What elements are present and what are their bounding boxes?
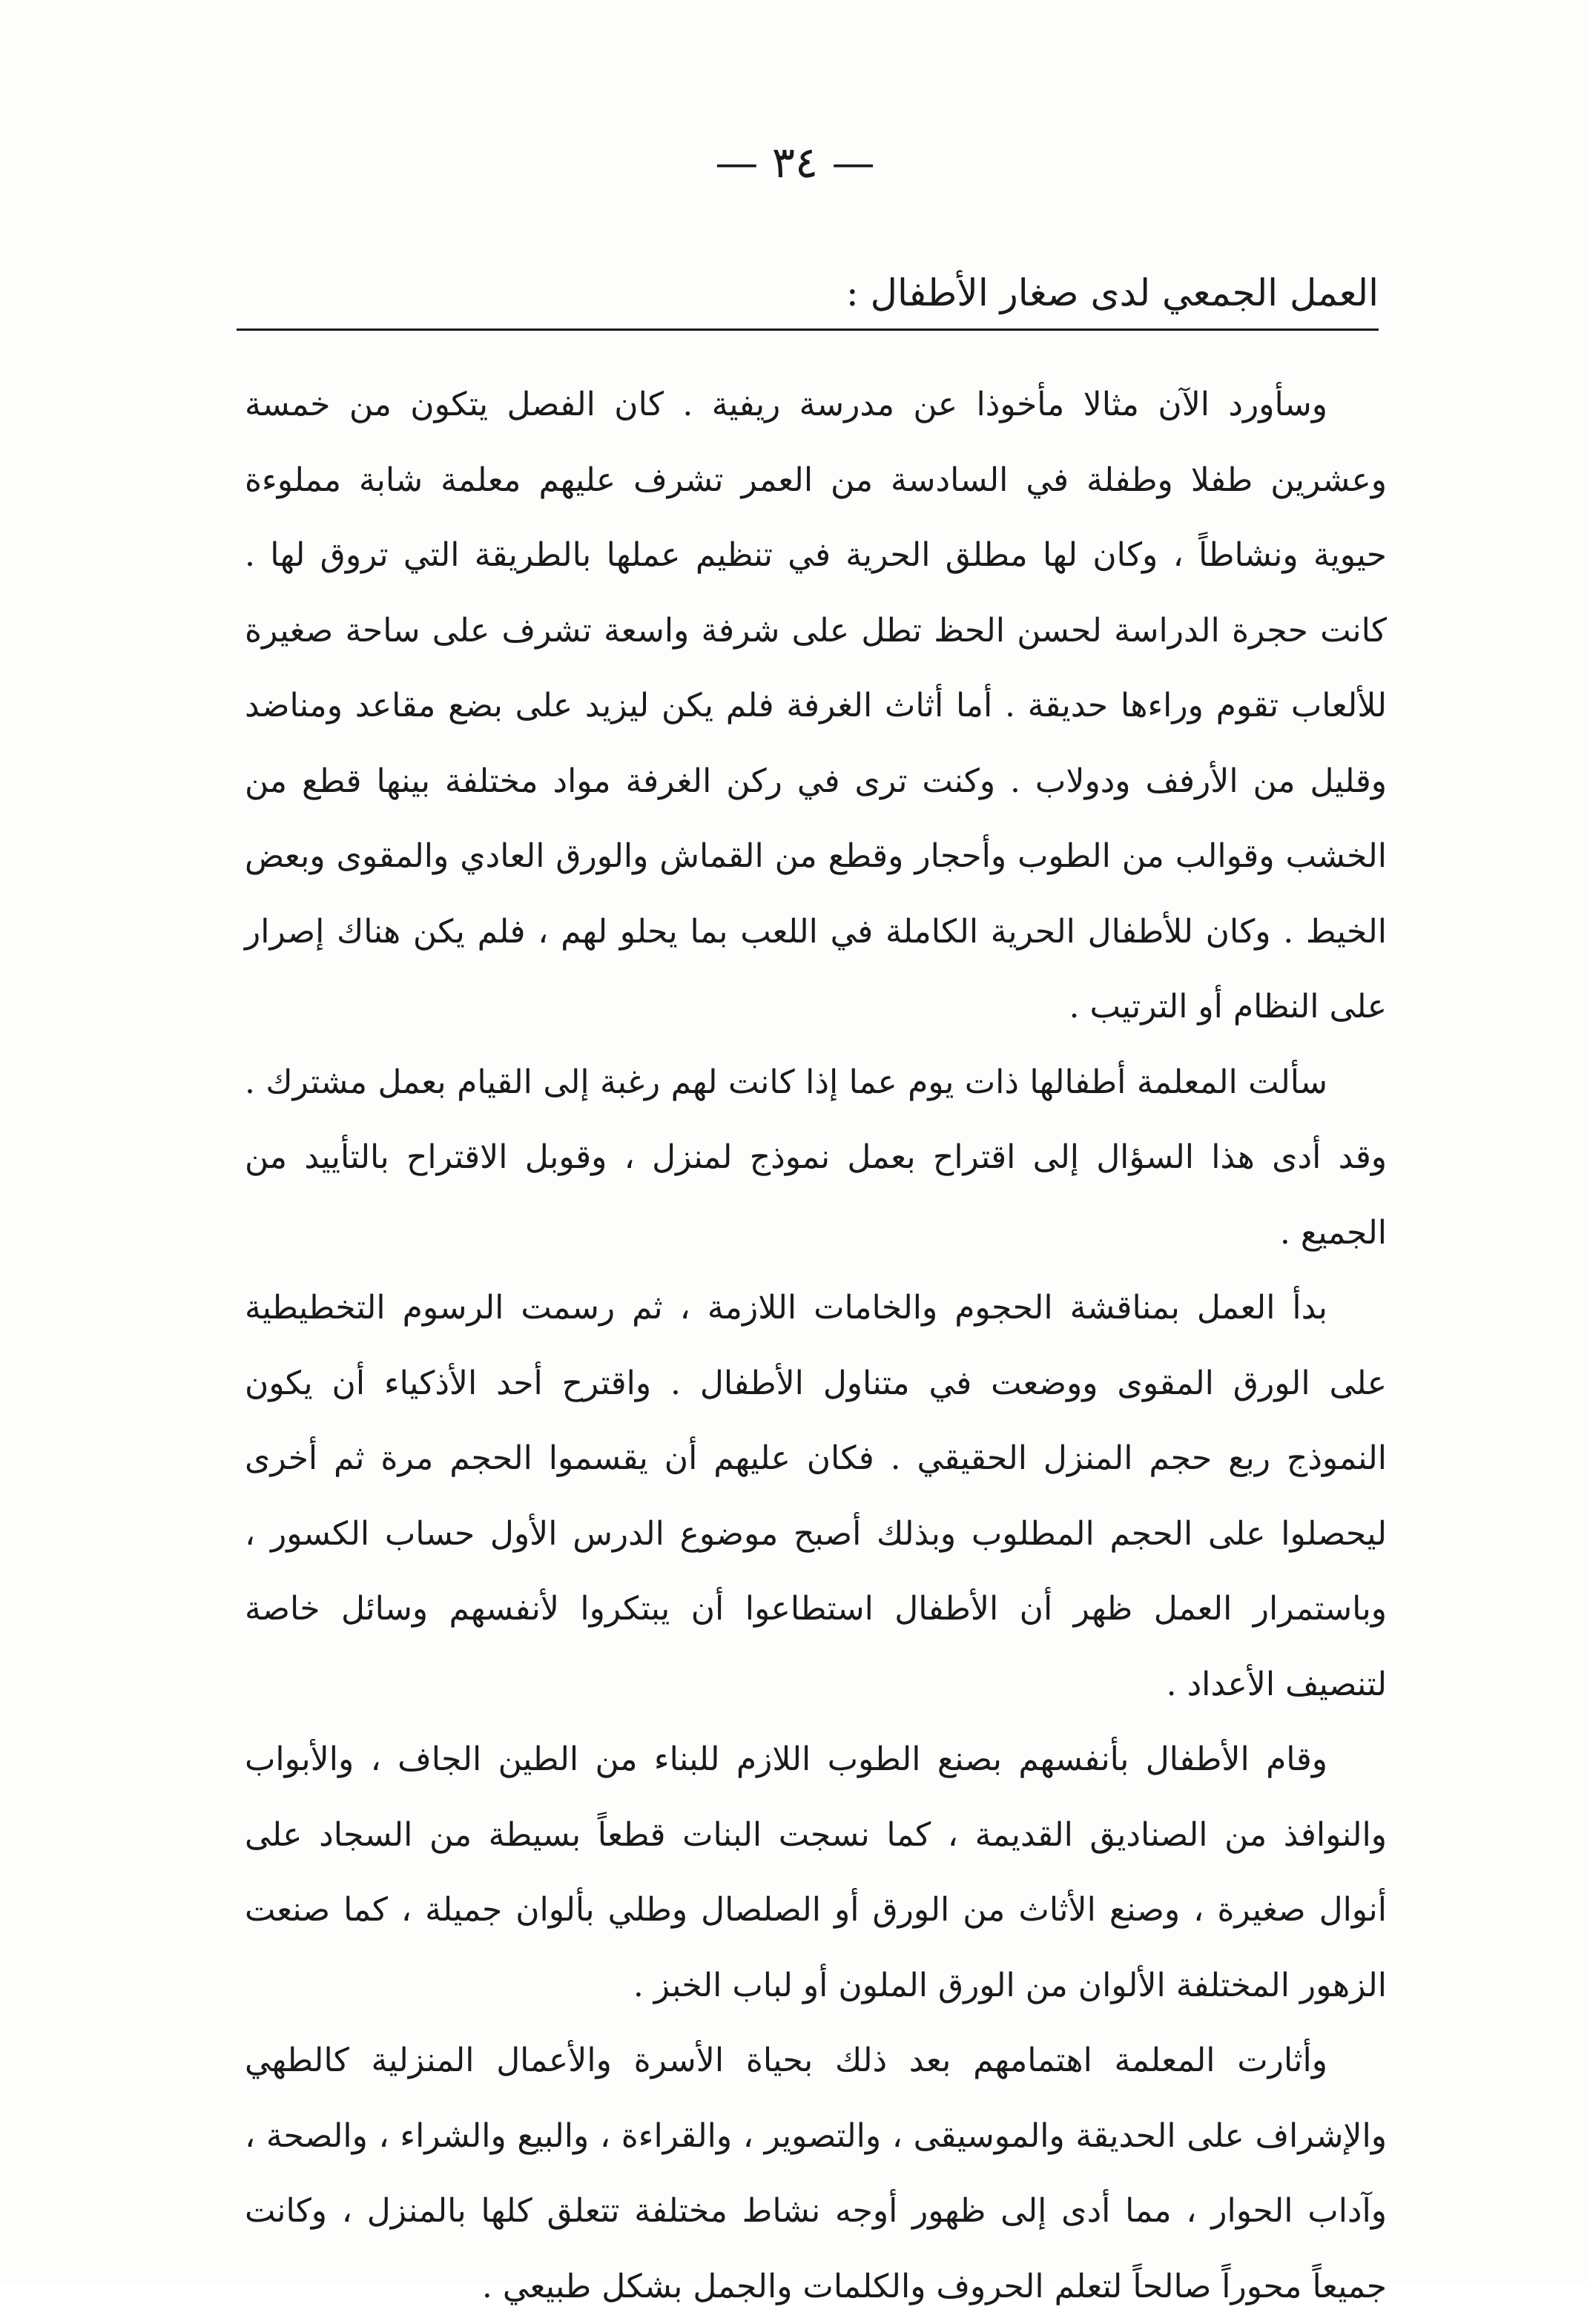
paragraph-4: وقام الأطفال بأنفسهم بصنع الطوب اللازم للبناء من الطين الجاف ، والأبواب والنوافذ من الصناديق القديمة ، كما نسجت البنات قطعاً بسيطة من السجاد على أنوال صغيرة ، وصنع الأثاث من الورق أو الصلصال وطلي بألوان جميلة ، كما صنعت الزهور المختلفة الألوان من الورق الملون أو لباب الخبز . xyxy=(245,1740,1387,2004)
paragraph-1: وسأورد الآن مثالا مأخوذا عن مدرسة ريفية . كان الفصل يتكون من خمسة وعشرين طفلا وطفلة في السادسة من العمر تشرف عليهم معلمة شابة مملوءة حيوية ونشاطاً ، وكان لها مطلق الحرية في تنظيم عملها بالطريقة التي تروق لها . كانت حجرة الدراسة لحسن الحظ تطل على شرفة واسعة تشرف على ساحة صغيرة للألعاب تقوم وراءها حديقة . أما أثاث الغرفة فلم يكن ليزيد على بضع مقاعد ومناضد وقليل من الأرفف ودولاب . وكنت ترى في ركن الغرفة مواد مختلفة بينها قطع من الخشب وقوالب من الطوب وأحجار وقطع من القماش والورق العادي والمقوى وبعض الخيط . وكان للأطفال الحرية الكاملة في اللعب بما يحلو لهم ، فلم يكن هناك إصرار على النظام أو الترتيب . xyxy=(245,386,1387,1026)
heading-underline xyxy=(237,329,1379,331)
paragraph-5: وأثارت المعلمة اهتمامهم بعد ذلك بحياة الأسرة والأعمال المنزلية كالطهي والإشراف على الحديقة والموسيقى ، والتصوير ، والقراءة ، والبيع والشراء ، والصحة ، وآداب الحوار ، مما أدى إلى ظهور أوجه نشاط مختلفة تتعلق كلها بالمنزل ، وكانت جميعاً محوراً صالحاً لتعلم الحروف والكلمات والجمل بشكل طبيعي . xyxy=(245,2041,1387,2305)
paragraph-3: بدأ العمل بمناقشة الحجوم والخامات اللازمة ، ثم رسمت الرسوم التخطيطية على الورق المقوى ووضعت في متناول الأطفال . واقترح أحد الأذكياء أن يكون النموذج ربع حجم المنزل الحقيقي . فكان عليهم أن يقسموا الحجم مرة ثم أخرى ليحصلوا على الحجم المطلوب وبذلك أصبح موضوع الدرس الأول حساب الكسور ، وباستمرار العمل ظهر أن الأطفال استطاعوا أن يبتكروا لأنفسهم وسائل خاصة لتنصيف الأعداد . xyxy=(245,1289,1387,1703)
section-heading-block xyxy=(237,263,1379,331)
section-heading: العمل الجمعي لدى صغار الأطفال : xyxy=(845,271,1379,314)
body-text xyxy=(245,367,1387,2324)
paragraph-2: سألت المعلمة أطفالها ذات يوم عما إذا كانت لهم رغبة إلى القيام بعمل مشترك . وقد أدى هذا السؤال إلى اقتراح بعمل نموذج لمنزل ، وقوبل الاقتراح بالتأييد من الجميع . xyxy=(245,1063,1387,1252)
page-number: — ٣٤ — xyxy=(715,137,875,188)
